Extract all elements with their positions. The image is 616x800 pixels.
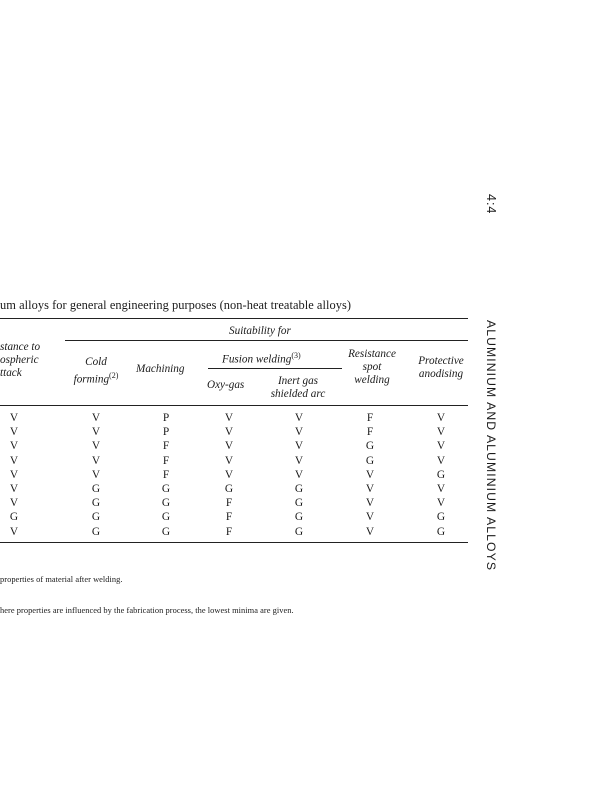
table-cell-inert-gas-shielded-arc: V: [294, 468, 304, 481]
table-cell-machining: G: [161, 483, 171, 495]
table-cell-resistance-spot-welding: V: [365, 525, 375, 538]
table-cell-resistance-spot-welding: F: [366, 412, 374, 424]
suitability-rule: [65, 340, 468, 341]
table-cell-inert-gas-shielded-arc: G: [294, 511, 304, 524]
header-suitability-for: Suitability for: [229, 325, 291, 337]
table-cell-machining: F: [162, 440, 170, 453]
table-cell-cold-forming: V: [91, 468, 101, 481]
running-header: ALUMINIUM AND ALUMINIUM ALLOYS: [484, 320, 498, 572]
table-cell-resistance-atmospheric-attack: V: [9, 497, 19, 510]
table-cell-protective-anodising: V: [436, 483, 446, 495]
header-protective-anodising: Protective anodising: [418, 355, 464, 380]
table-caption: um alloys for general engineering purposes (non-heat treatable alloys): [0, 298, 351, 312]
table-cell-resistance-atmospheric-attack: V: [9, 412, 19, 424]
table-cell-protective-anodising: V: [436, 426, 446, 439]
header-resistance-atmospheric-attack: stance to ospheric ttack: [0, 341, 41, 379]
table-cell-resistance-spot-welding: V: [365, 511, 375, 524]
header-machining: Machining: [136, 363, 185, 375]
table-cell-machining: G: [161, 511, 171, 524]
table-cell-cold-forming: V: [91, 440, 101, 453]
table-cell-resistance-spot-welding: V: [365, 483, 375, 495]
table-header-rule: [0, 405, 468, 406]
table-cell-machining: G: [161, 525, 171, 538]
footnote: properties of material after welding.: [0, 575, 123, 584]
table-cell-resistance-atmospheric-attack: V: [9, 426, 19, 439]
table-cell-oxy-gas: G: [224, 483, 234, 495]
table-cell-oxy-gas: F: [225, 525, 233, 538]
table-cell-resistance-atmospheric-attack: G: [9, 511, 19, 524]
table-cell-oxy-gas: F: [225, 511, 233, 524]
header-fusion-welding: Fusion welding$^{(3)}$: [222, 351, 301, 366]
table-cell-cold-forming: V: [91, 426, 101, 439]
table-cell-cold-forming: V: [91, 454, 101, 467]
table-cell-oxy-gas: V: [224, 468, 234, 481]
table-cell-resistance-atmospheric-attack: V: [9, 468, 19, 481]
fusion-welding-rule: [208, 368, 342, 369]
page-number: 4:4: [484, 194, 498, 215]
table-cell-protective-anodising: G: [436, 525, 446, 538]
table-cell-oxy-gas: F: [225, 497, 233, 510]
table-cell-machining: G: [161, 497, 171, 510]
table-cell-oxy-gas: V: [224, 426, 234, 439]
table-cell-resistance-spot-welding: V: [365, 497, 375, 510]
table-cell-resistance-atmospheric-attack: V: [9, 454, 19, 467]
table-cell-inert-gas-shielded-arc: V: [294, 412, 304, 424]
table-cell-inert-gas-shielded-arc: G: [294, 525, 304, 538]
table-cell-resistance-spot-welding: F: [366, 426, 374, 439]
table-cell-cold-forming: V: [91, 412, 101, 424]
table-cell-protective-anodising: V: [436, 412, 446, 424]
table-cell-inert-gas-shielded-arc: V: [294, 426, 304, 439]
table-cell-protective-anodising: G: [436, 468, 446, 481]
table-cell-oxy-gas: V: [224, 412, 234, 424]
header-oxy-gas: Oxy-gas: [207, 379, 245, 391]
table-cell-resistance-atmospheric-attack: V: [9, 525, 19, 538]
header-cold-forming: Cold forming$^{(2)}$: [73, 356, 119, 386]
table-top-rule: [0, 318, 468, 319]
table-cell-cold-forming: G: [91, 525, 101, 538]
table-cell-inert-gas-shielded-arc: V: [294, 454, 304, 467]
table-cell-protective-anodising: V: [436, 440, 446, 453]
table-cell-inert-gas-shielded-arc: G: [294, 497, 304, 510]
table-cell-resistance-atmospheric-attack: V: [9, 440, 19, 453]
table-bottom-rule: [0, 542, 468, 543]
table-cell-oxy-gas: V: [224, 454, 234, 467]
table-cell-inert-gas-shielded-arc: V: [294, 440, 304, 453]
table-cell-machining: F: [162, 468, 170, 481]
table-cell-protective-anodising: V: [436, 454, 446, 467]
header-resistance-spot-welding: Resistance spot welding: [348, 348, 396, 386]
table-cell-inert-gas-shielded-arc: G: [294, 483, 304, 495]
table-cell-oxy-gas: V: [224, 440, 234, 453]
footnote: here properties are influenced by the fabrication process, the lowest minima are given.: [0, 606, 294, 615]
table-cell-resistance-atmospheric-attack: V: [9, 483, 19, 495]
table-cell-machining: P: [162, 426, 170, 439]
table-cell-resistance-spot-welding: G: [365, 440, 375, 453]
table-cell-machining: P: [162, 412, 170, 424]
table-cell-resistance-spot-welding: V: [365, 468, 375, 481]
header-inert-gas-shielded-arc: Inert gas shielded arc: [270, 375, 326, 400]
table-cell-cold-forming: G: [91, 511, 101, 524]
table-cell-cold-forming: G: [91, 497, 101, 510]
table-cell-cold-forming: G: [91, 483, 101, 495]
table-cell-machining: F: [162, 454, 170, 467]
table-cell-resistance-spot-welding: G: [365, 454, 375, 467]
table-cell-protective-anodising: G: [436, 511, 446, 524]
table-cell-protective-anodising: V: [436, 497, 446, 510]
